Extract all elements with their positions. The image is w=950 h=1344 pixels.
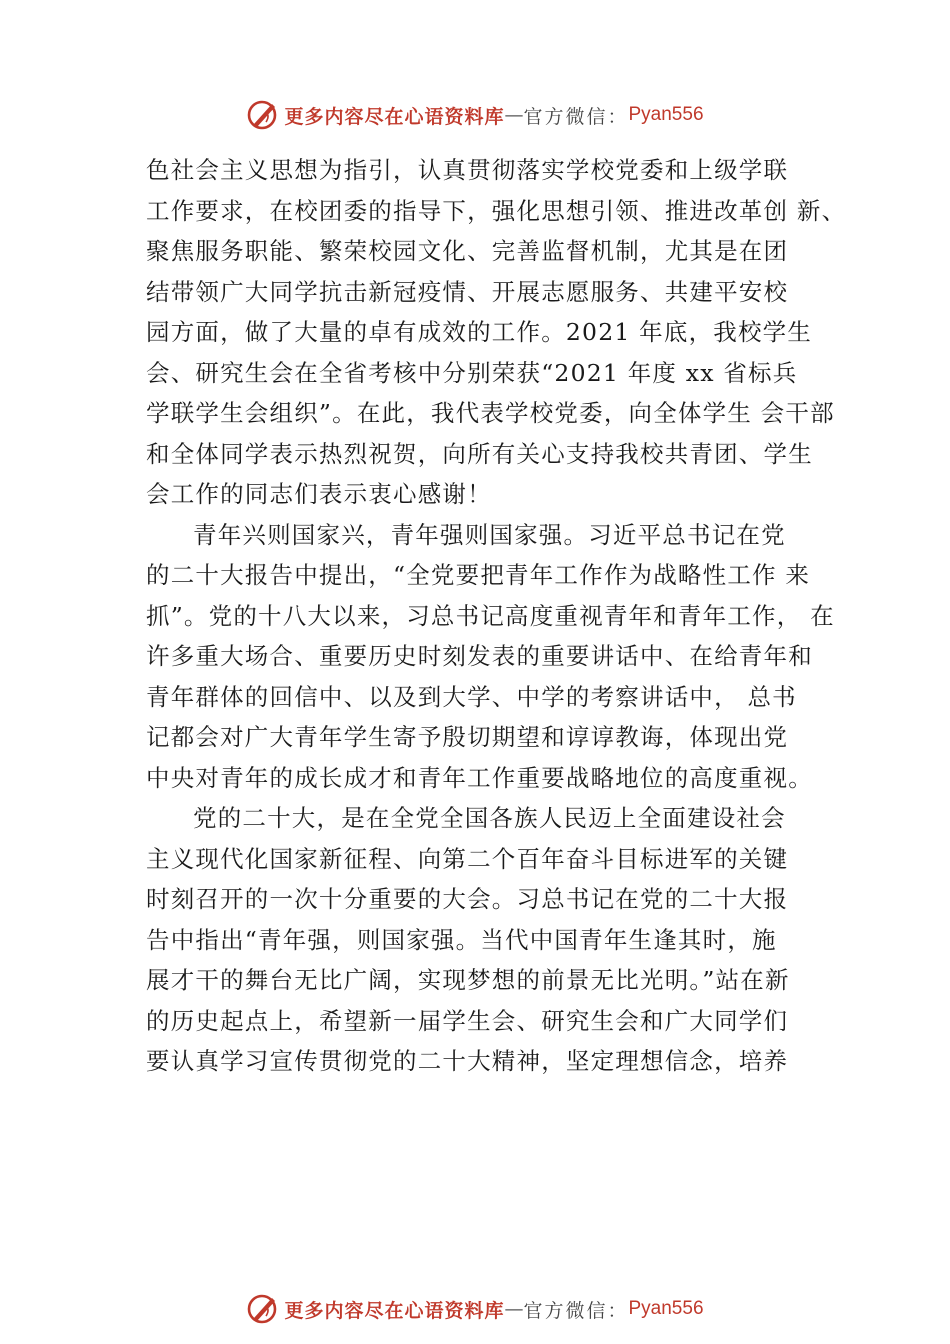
header-watermark-banner [0,95,950,135]
banner-wechat-id: Pyan556 [628,104,704,125]
document-body [146,150,846,1082]
pen-circle-logo-icon [246,98,280,132]
text-line: 的历史起点上，希望新一届学生会、研究生会和广大同学们 [146,1006,789,1035]
banner-red-text: 更多内容尽在心语资料库 [284,1299,505,1322]
text-line: 展才干的舞台无比广阔，实现梦想的前景无比光明。”站在新 [146,966,790,994]
text-line: 会、研究生会在全省考核中分别荣获“2021 年度 xx 省标兵 [146,358,798,387]
paragraph-start-line: 党的二十大，是在全党全国各族人民迈上全面建设社会 [193,804,786,832]
text-line: 园方面，做了大量的卓有成效的工作。2021 年底，我校学生 [146,318,813,346]
paragraph-start-line: 青年兴则国家兴，青年强则国家强。习近平总书记在党 [193,520,786,549]
text-line: 要认真学习宣传贯彻党的二十大精神，坚定理想信念，培养 [146,1047,789,1075]
banner-wechat-label: 官方微信： [523,105,629,128]
text-line: 青年群体的回信中、以及到大学、中学的考察讲话中， 总书 [146,682,797,711]
banner-wechat-label: 官方微信： [523,1299,629,1322]
text-line: 抓”。党的十八大以来，习总书记高度重视青年和青年工作， 在 [146,601,835,630]
text-line: 学联学生会组织”。在此，我代表学校党委，向全体学生 会干部 [146,399,835,427]
text-line: 中央对青年的成长成才和青年工作重要战略地位的高度重视。 [146,763,813,792]
banner-wechat-id: Pyan556 [628,1298,704,1319]
pen-circle-logo-icon [246,1292,280,1326]
text-line: 和全体同学表示热烈祝贺，向所有关心支持我校共青团、学生 [146,439,813,468]
banner-dash: — [504,104,524,126]
footer-watermark-banner [0,1289,950,1329]
text-line: 聚焦服务职能、繁荣校园文化、完善监督机制，尤其是在团 [146,237,789,265]
text-line: 色社会主义思想为指引，认真贯彻落实学校党委和上级学联 [146,156,789,184]
text-line: 结带领广大同学抗击新冠疫情、开展志愿服务、共建平安校 [146,277,789,306]
text-line: 主义现代化国家新征程、向第二个百年奋斗目标进军的关键 [146,844,789,873]
text-line: 时刻召开的一次十分重要的大会。习总书记在党的二十大报 [146,885,789,913]
text-line: 告中指出“青年强，则国家强。当代中国青年生逢其时，施 [146,925,777,954]
banner-dash: — [504,1298,524,1320]
banner-red-text: 更多内容尽在心语资料库 [284,105,505,128]
text-line: 的二十大报告中提出，“全党要把青年工作作为战略性工作 来 [146,561,811,589]
text-line: 许多重大场合、重要历史时刻发表的重要讲话中、在给青年和 [146,642,813,670]
text-line: 记都会对广大青年学生寄予殷切期望和谆谆教诲，体现出党 [146,723,789,751]
text-line: 工作要求，在校团委的指导下，强化思想引领、推进改革创 新、 [146,196,847,225]
text-line: 会工作的同志们表示衷心感谢！ [146,480,492,508]
